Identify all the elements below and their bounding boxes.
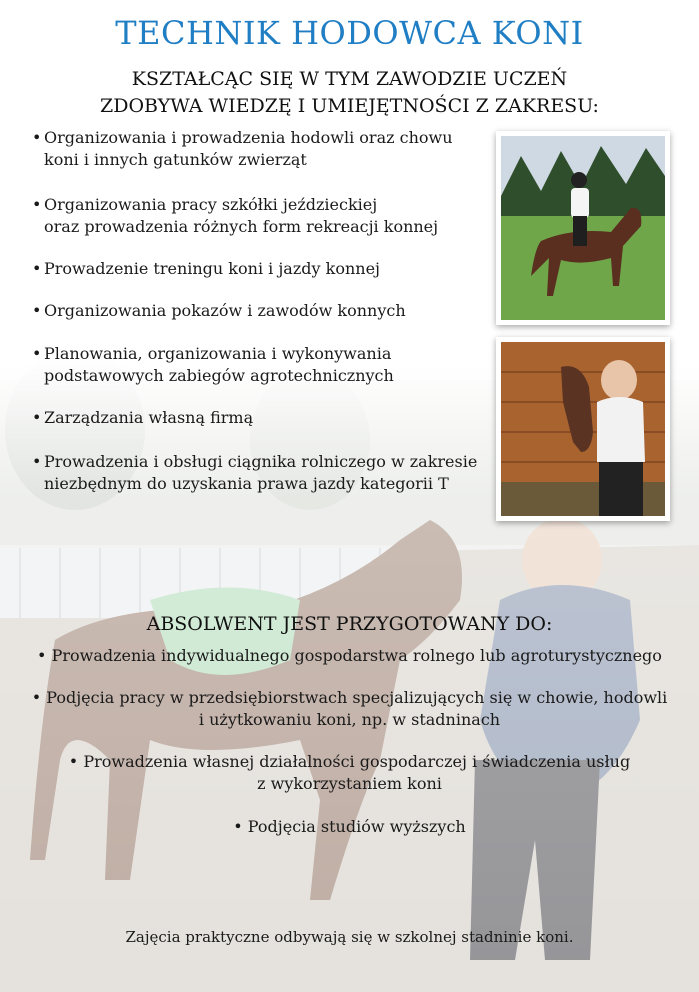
list-item: • Prowadzenia i obsługi ciągnika rolniczego w zakresie niezbędnym do uzyskania prawa jazdy kategorii T	[30, 451, 480, 495]
page-title: TECHNIK HODOWCA KONI	[115, 14, 584, 52]
intro-heading	[20, 66, 679, 120]
photo-girl-with-horse-stable	[496, 337, 670, 521]
footer-note: Zajęcia praktyczne odbywają się w szkolnej stadninie koni.	[125, 928, 574, 946]
intro-line-1: KSZTAŁCĄC SIĘ W TYM ZAWODZIE UCZEŃ	[131, 68, 568, 90]
list-item: • Podjęcia pracy w przedsiębiorstwach specjalizujących się w chowie, hodowli i użytkowaniu koni, np. w stadninach	[31, 688, 668, 729]
photo-girl-riding-horse	[496, 131, 670, 325]
list-item: • Organizowania pracy szkółki jeździeckiej oraz prowadzenia różnych form rekreacji konnej	[30, 194, 480, 238]
riding-photo-image	[501, 136, 665, 320]
list-item: • Planowania, organizowania i wykonywania podstawowych zabiegów agrotechnicznych	[30, 343, 480, 387]
list-item: • Prowadzenie treningu koni i jazdy konnej	[30, 258, 480, 280]
list-item: • Zarządzania własną firmą	[30, 407, 480, 429]
list-item: • Prowadzenia własnej działalności gospodarczej i świadczenia usług z wykorzystaniem koni	[68, 752, 631, 793]
graduate-heading: ABSOLWENT JEST PRZYGOTOWANY DO:	[146, 613, 553, 635]
list-item: • Organizowania pokazów i zawodów konnych	[30, 300, 480, 322]
list-item: • Podjęcia studiów wyższych	[233, 817, 466, 836]
stable-photo-image	[501, 342, 665, 516]
list-item: • Organizowania i prowadzenia hodowli oraz chowu koni i innych gatunków zwierząt	[30, 127, 480, 171]
list-item: • Prowadzenia indywidualnego gospodarstwa rolnego lub agroturystycznego	[37, 646, 662, 665]
intro-line-2: ZDOBYWA WIEDZĘ I UMIEJĘTNOŚCI Z ZAKRESU:	[100, 95, 599, 117]
